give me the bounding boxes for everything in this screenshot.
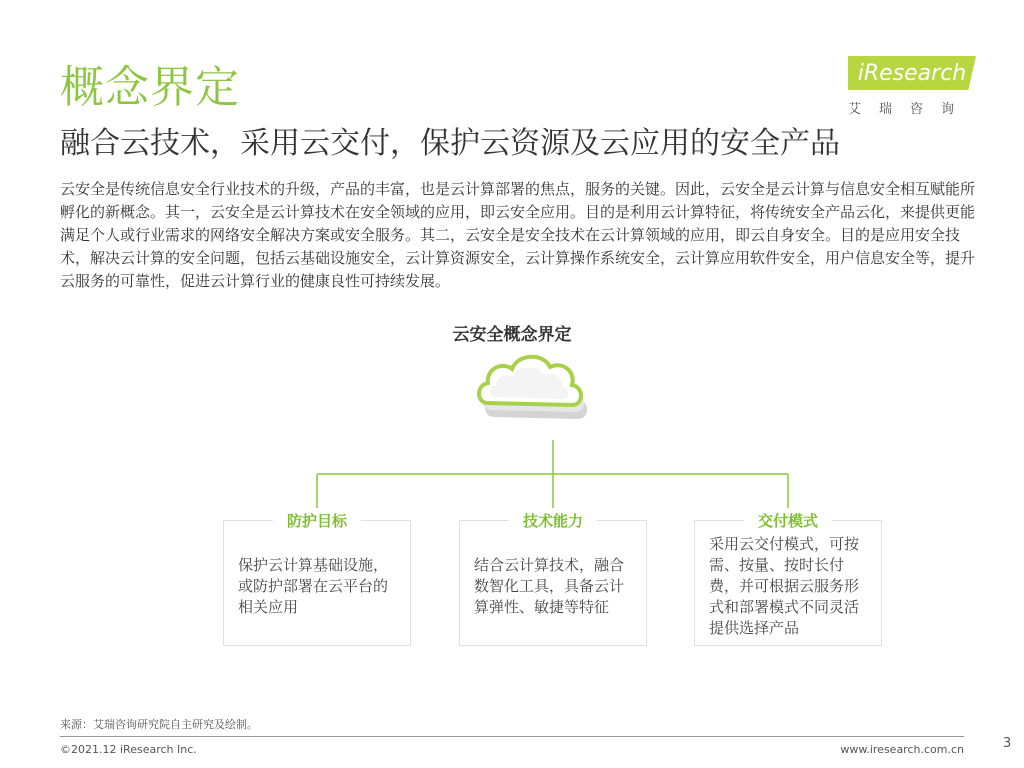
cloud-icon	[470, 345, 590, 440]
copyright: ©2021.12 iResearch Inc.	[60, 743, 197, 756]
intro-paragraph: 云安全是传统信息安全行业技术的升级，产品的丰富，也是云计算部署的焦点，服务的关键。因此，云安全是云计算与信息安全相互赋能所孵化的新概念。其一，云安全是云计算技术在安全领域的应用，即云安全应用。目的是利用云计算特征，将传统安全产品云化，来提供更能满足个人或行业需求的网络安全解决方案或安全服务。其二，云安全是安全技术在云计算领域的应用，即云自身安全。目的是应用安全技术，解决云计算的安全问题，包括云基础设施安全，云计算资源安全，云计算操作系统安全，云计算应用软件安全，用户信息安全等，提升云服务的可靠性，促进云计算行业的健康良性可持续发展。	[60, 180, 976, 290]
box-description: 保护云计算基础设施，或防护部署在云平台的相关应用	[238, 555, 389, 616]
logo-wordmark: iResearch	[857, 61, 967, 86]
footer-divider	[60, 736, 964, 737]
iresearch-logo	[842, 54, 976, 118]
box-tech-capability	[459, 512, 647, 646]
website-link[interactable]: www.iresearch.com.cn	[840, 743, 964, 756]
box-description: 结合云计算技术，融合数智化工具，具备云计算弹性、敏捷等特征	[474, 555, 625, 616]
box-delivery-model	[694, 512, 882, 646]
logo-chinese-name: 艾瑞咨询	[848, 102, 973, 117]
box-description: 采用云交付模式，可按需、按量、按时长付费，并可根据云服务形式和部署模式不同灵活提供选择产品	[709, 534, 860, 637]
box-heading: 技术能力	[509, 510, 597, 531]
page-title: 概念界定	[60, 62, 240, 113]
box-heading: 防护目标	[273, 510, 361, 531]
box-heading: 交付模式	[744, 510, 832, 531]
page-number: 3	[1003, 736, 1012, 751]
box-protection-target	[223, 512, 411, 646]
diagram-title: 云安全概念界定	[452, 325, 572, 345]
page-subtitle: 融合云技术，采用云交付，保护云资源及云应用的安全产品	[60, 126, 840, 161]
source-note: 来源：艾瑞咨询研究院自主研究及绘制。	[60, 718, 258, 731]
